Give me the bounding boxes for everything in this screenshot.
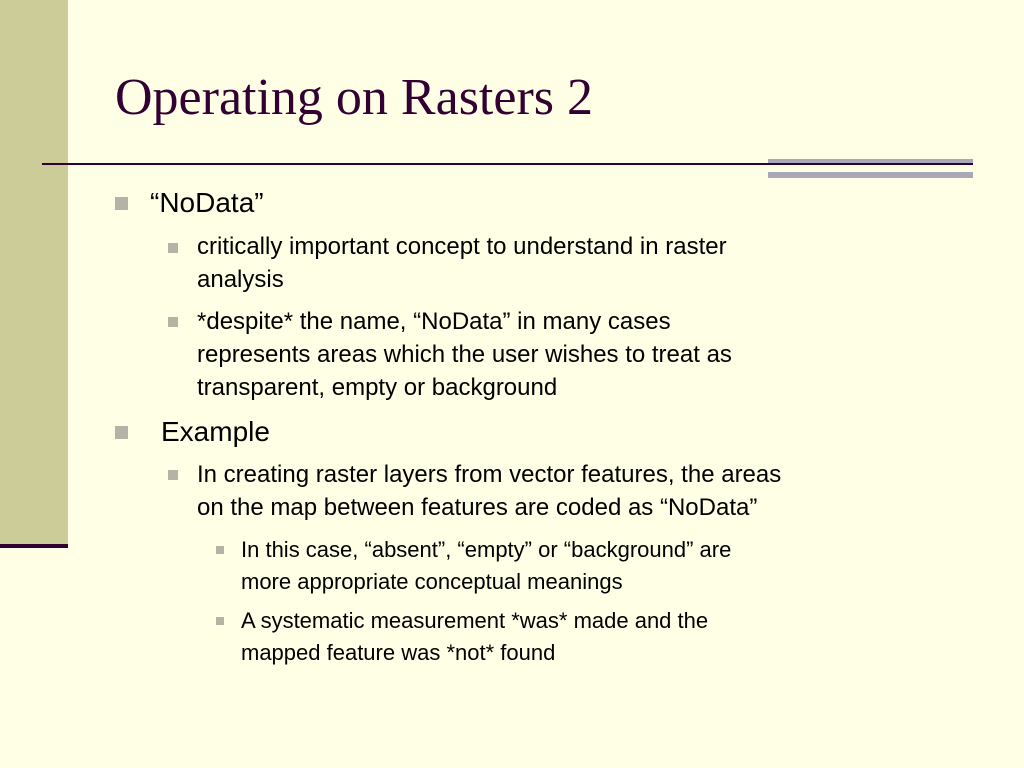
bullet-nodata: “NoData” bbox=[150, 187, 264, 218]
left-decorative-band bbox=[0, 0, 68, 544]
sub-bullet-line: on the map between features are coded as “NoData” bbox=[197, 494, 758, 521]
sub-bullet-line: transparent, empty or background bbox=[197, 374, 558, 401]
square-bullet-icon bbox=[168, 470, 178, 480]
left-accent-bar bbox=[0, 544, 68, 548]
sub-bullet-line: represents areas which the user wishes to treat as bbox=[197, 341, 732, 368]
square-bullet-icon bbox=[168, 317, 178, 327]
sub-sub-bullet-line: more appropriate conceptual meanings bbox=[241, 569, 623, 594]
square-bullet-icon bbox=[168, 243, 178, 253]
sub-bullet-line: In creating raster layers from vector features, the areas bbox=[197, 461, 782, 488]
sub-bullet-line: critically important concept to understand in raster bbox=[197, 233, 727, 260]
square-bullet-icon bbox=[115, 197, 128, 210]
sub-sub-bullet-line: In this case, “absent”, “empty” or “background” are bbox=[241, 537, 732, 562]
square-bullet-icon bbox=[115, 426, 128, 439]
title-rule bbox=[42, 163, 973, 165]
square-bullet-icon bbox=[216, 617, 224, 625]
sub-bullet-line: analysis bbox=[197, 266, 284, 293]
square-bullet-icon bbox=[216, 546, 224, 554]
sub-sub-bullet-line: A systematic measurement *was* made and the bbox=[241, 608, 709, 633]
sub-bullet-line: *despite* the name, “NoData” in many cases bbox=[197, 308, 671, 335]
slide-title: Operating on Rasters 2 bbox=[115, 69, 594, 126]
bullet-example: Example bbox=[161, 416, 270, 447]
sub-sub-bullet-line: mapped feature was *not* found bbox=[241, 640, 556, 665]
title-rule-accent-bottom bbox=[768, 172, 973, 178]
